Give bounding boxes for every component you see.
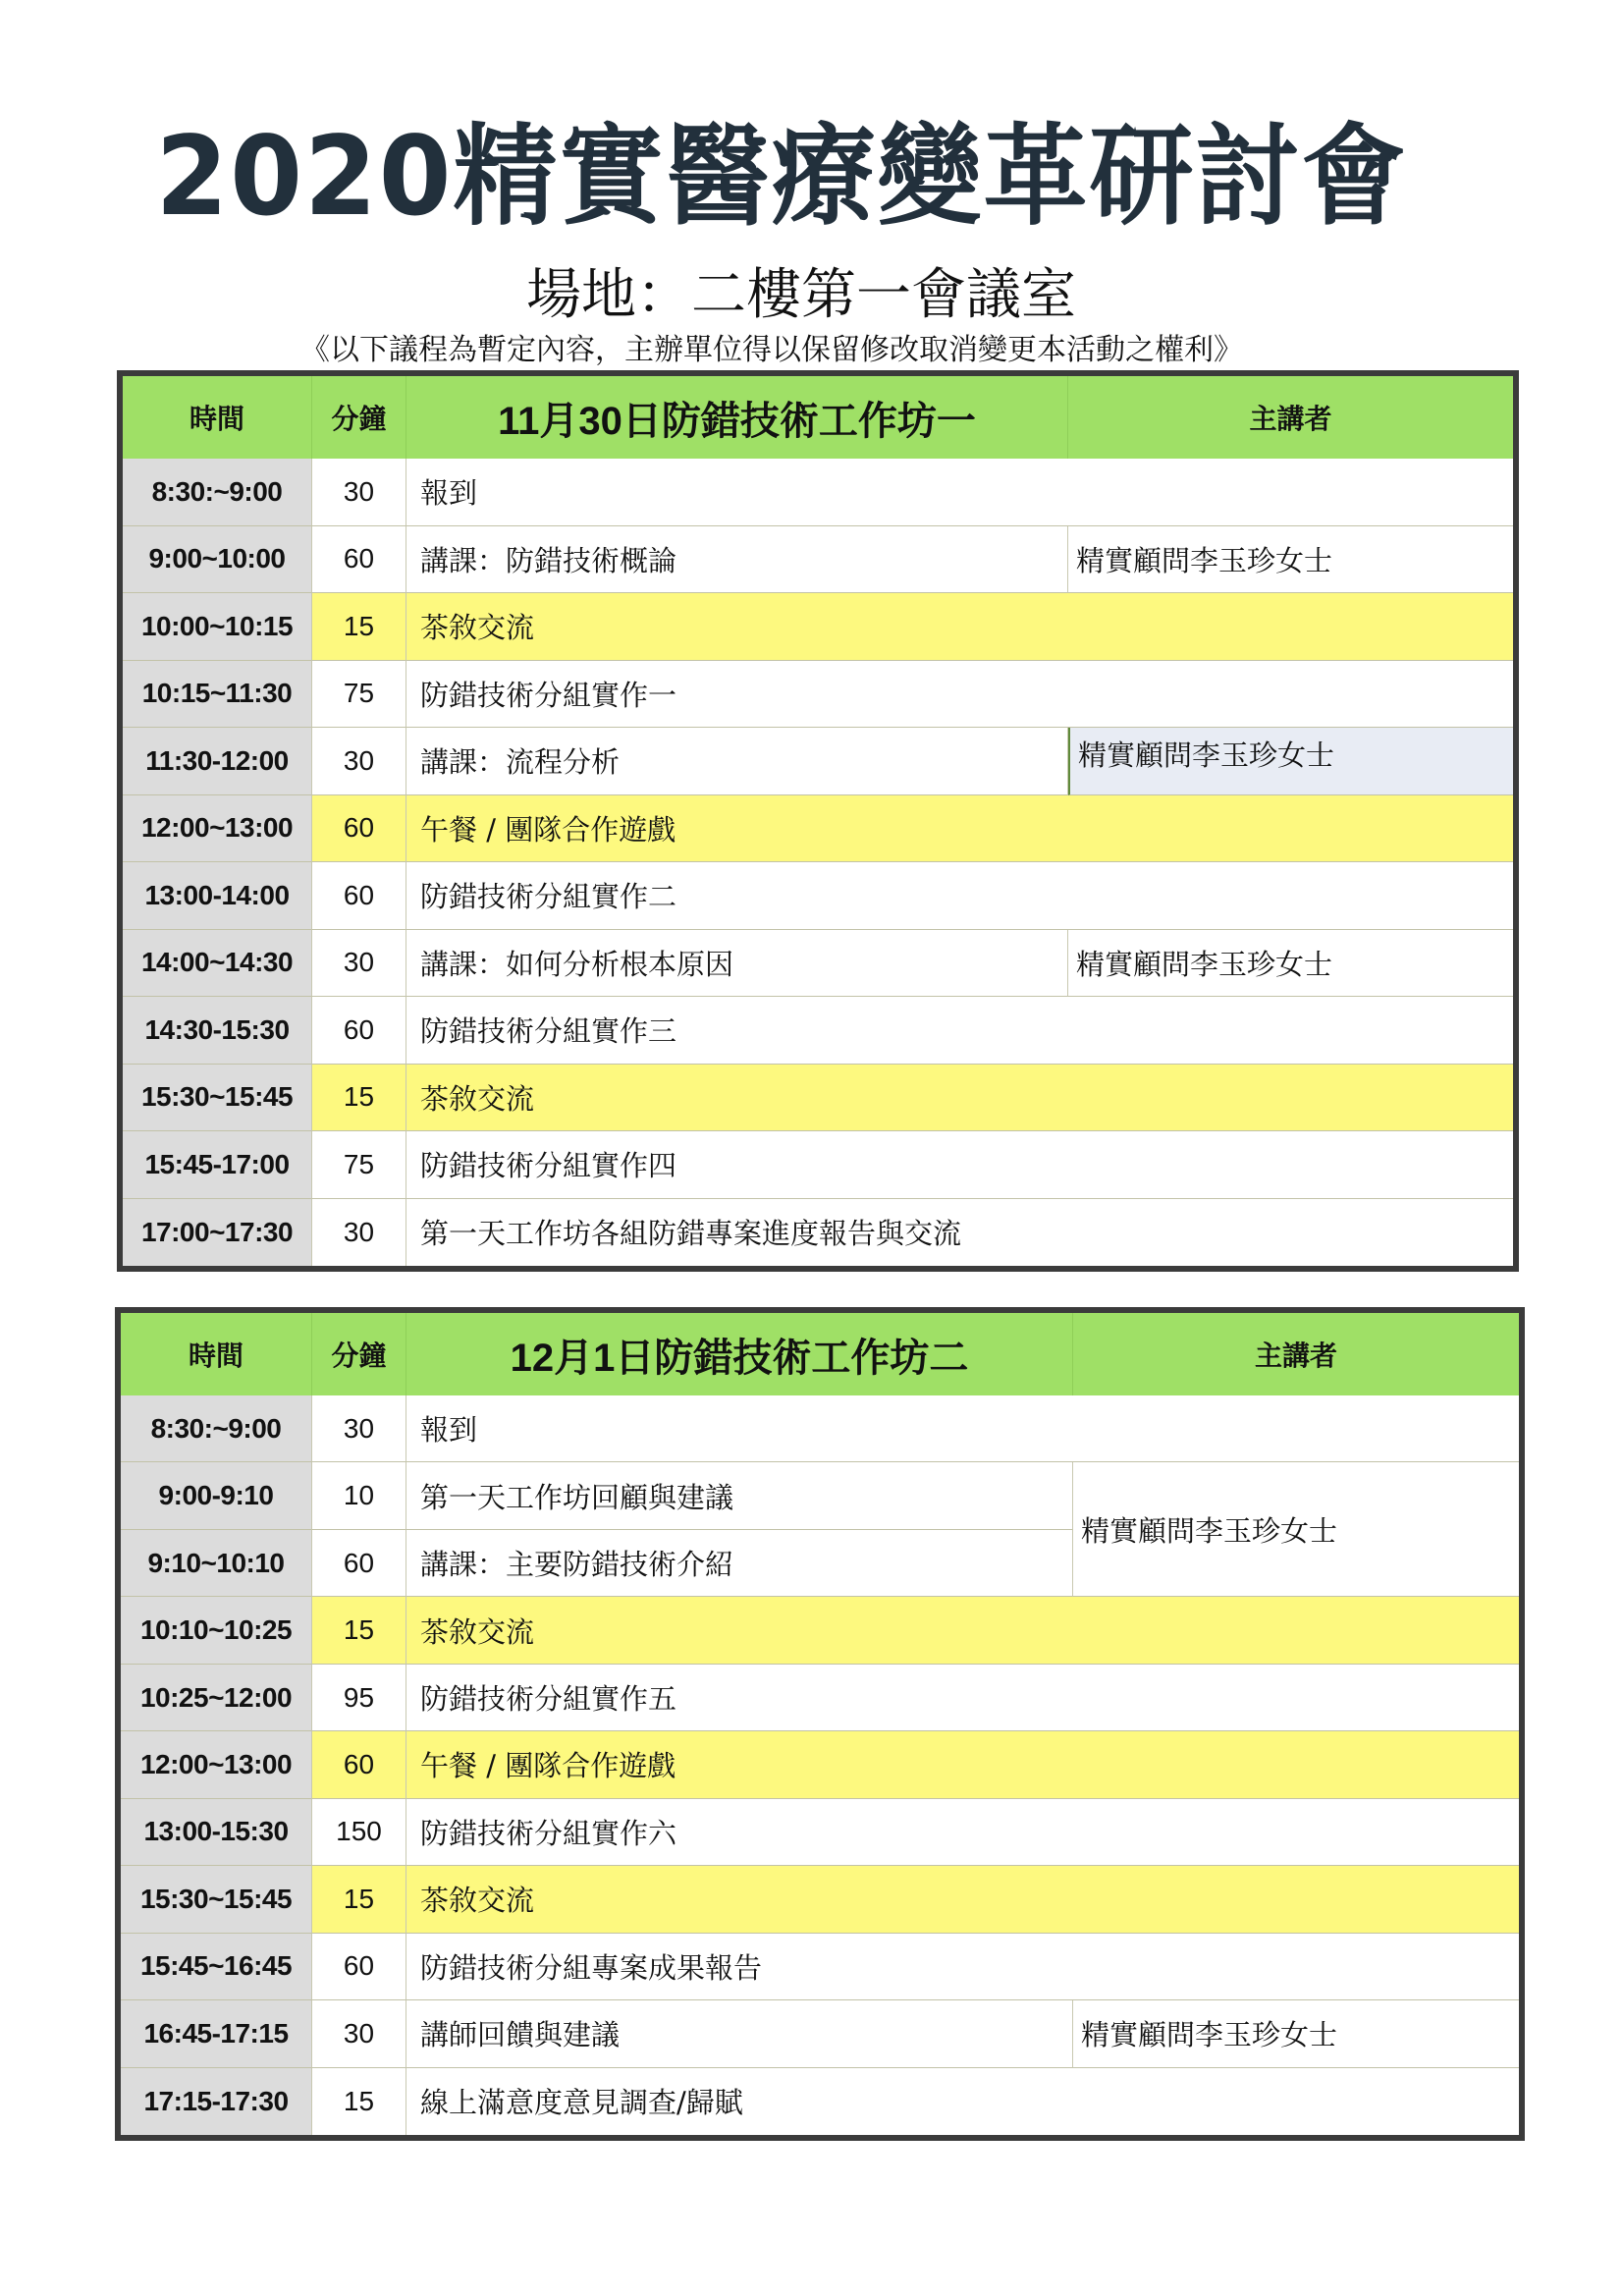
- row-speaker: 精實顧問李玉珍女士: [1068, 526, 1513, 594]
- row-minutes: 15: [312, 1866, 406, 1933]
- row-minutes: 15: [312, 2068, 406, 2135]
- row-activity: 第一天工作坊各組防錯專案進度報告與交流: [420, 1217, 962, 1251]
- row-time: 13:00-15:30: [121, 1799, 312, 1866]
- row-time: 14:00~14:30: [123, 930, 312, 998]
- row-minutes: 15: [312, 593, 406, 661]
- row-time: 15:30~15:45: [121, 1866, 312, 1933]
- day1-schedule-table: [117, 370, 1519, 1272]
- row-activity: 茶敘交流: [406, 1597, 1519, 1664]
- row-time: 8:30:~9:00: [121, 1395, 312, 1462]
- row-activity: 防錯技術分組實作一: [406, 661, 1513, 729]
- row-time: 9:10~10:10: [121, 1530, 312, 1597]
- col-header-speaker: 主講者: [1068, 376, 1513, 459]
- row-activity: 講課：如何分析根本原因: [406, 930, 1068, 998]
- row-minutes: 60: [312, 1731, 406, 1798]
- col-header-day2-title: 12月1日防錯技術工作坊二: [406, 1313, 1073, 1395]
- row-activity: 講課：流程分析: [406, 728, 1068, 795]
- col-header-day1-title: 11月30日防錯技術工作坊一: [406, 376, 1068, 459]
- row-activity: 報到: [406, 459, 1513, 526]
- row-minutes: 30: [312, 930, 406, 998]
- disclaimer-notice: 《以下議程為暫定內容，主辦單位得以保留修改取消變更本活動之權利》: [300, 333, 1243, 367]
- row-time: 11:30-12:00: [123, 728, 312, 795]
- row-activity: 第一天工作坊回顧與建議: [406, 1462, 1073, 1529]
- venue-subtitle: 場地：二樓第一會議室: [526, 263, 1076, 327]
- row-time: 12:00~13:00: [123, 795, 312, 863]
- row-minutes: 60: [312, 862, 406, 930]
- row-minutes: 60: [312, 1934, 406, 2000]
- row-time: 12:00~13:00: [121, 1731, 312, 1798]
- row-minutes: 60: [312, 1530, 406, 1597]
- row-time: 16:45-17:15: [121, 2000, 312, 2067]
- col-header-speaker: 主講者: [1073, 1313, 1519, 1395]
- col-header-minutes: 分鐘: [312, 376, 406, 459]
- row-minutes: 30: [312, 728, 406, 795]
- row-time: 17:00~17:30: [123, 1199, 312, 1267]
- row-time: 15:45-17:00: [123, 1131, 312, 1199]
- col-header-time: 時間: [121, 1313, 312, 1395]
- row-minutes: 30: [312, 1395, 406, 1462]
- row-activity: 線上滿意度意見調查/歸賦: [420, 2086, 743, 2120]
- row-activity: 防錯技術分組實作六: [406, 1799, 1519, 1866]
- row-time: 10:00~10:15: [123, 593, 312, 661]
- row-minutes: 75: [312, 1131, 406, 1199]
- row-minutes: 30: [312, 459, 406, 526]
- page-title: [0, 112, 1622, 241]
- row-minutes: 10: [312, 1462, 406, 1529]
- row-minutes: 15: [312, 1065, 406, 1132]
- row-activity: 防錯技術分組專案成果報告: [406, 1934, 1519, 2000]
- row-activity: 防錯技術分組實作三: [406, 997, 1513, 1065]
- row-activity: 茶敘交流: [406, 593, 1513, 661]
- row-minutes: 60: [312, 526, 406, 594]
- row-time: 8:30:~9:00: [123, 459, 312, 526]
- row-time: 15:30~15:45: [123, 1065, 312, 1132]
- row-minutes: 30: [312, 2000, 406, 2067]
- row-time: 17:15-17:30: [121, 2068, 312, 2135]
- page-title-text: 2020精實醫療變革研討會: [155, 112, 1408, 241]
- row-minutes: 150: [312, 1799, 406, 1866]
- row-activity: 防錯技術分組實作二: [406, 862, 1513, 930]
- row-speaker-selected[interactable]: 精實顧問李玉珍女士: [1068, 728, 1513, 795]
- row-time: 10:10~10:25: [121, 1597, 312, 1664]
- row-activity: 講課：主要防錯技術介紹: [406, 1530, 1073, 1597]
- row-minutes: 95: [312, 1665, 406, 1731]
- row-speaker: 精實顧問李玉珍女士: [1073, 2000, 1519, 2067]
- row-minutes: 15: [312, 1597, 406, 1664]
- row-activity: 報到: [406, 1395, 1519, 1462]
- row-activity: 茶敘交流: [406, 1866, 1519, 1933]
- row-minutes: 60: [312, 795, 406, 863]
- day2-schedule-table: [115, 1307, 1525, 2141]
- row-time: 15:45~16:45: [121, 1934, 312, 2000]
- row-activity: 講師回饋與建議: [406, 2000, 1073, 2067]
- row-time: 9:00~10:00: [123, 526, 312, 594]
- row-activity: 午餐 / 團隊合作遊戲: [406, 1731, 1519, 1798]
- row-minutes: 30: [312, 1199, 406, 1267]
- row-activity: 講課：防錯技術概論: [406, 526, 1068, 594]
- row-time: 10:15~11:30: [123, 661, 312, 729]
- row-activity: 防錯技術分組實作四: [406, 1131, 1513, 1199]
- col-header-time: 時間: [123, 376, 312, 459]
- col-header-minutes: 分鐘: [312, 1313, 406, 1395]
- row-speaker-merged: 精實顧問李玉珍女士: [1073, 1462, 1519, 1597]
- row-activity: 防錯技術分組實作五: [406, 1665, 1519, 1731]
- row-time: 14:30-15:30: [123, 997, 312, 1065]
- row-time: 10:25~12:00: [121, 1665, 312, 1731]
- row-time: 13:00-14:00: [123, 862, 312, 930]
- row-minutes: 60: [312, 997, 406, 1065]
- row-time: 9:00-9:10: [121, 1462, 312, 1529]
- row-speaker: 精實顧問李玉珍女士: [1068, 930, 1513, 998]
- row-activity: 午餐 / 團隊合作遊戲: [406, 795, 1513, 863]
- row-minutes: 75: [312, 661, 406, 729]
- row-activity: 茶敘交流: [406, 1065, 1513, 1132]
